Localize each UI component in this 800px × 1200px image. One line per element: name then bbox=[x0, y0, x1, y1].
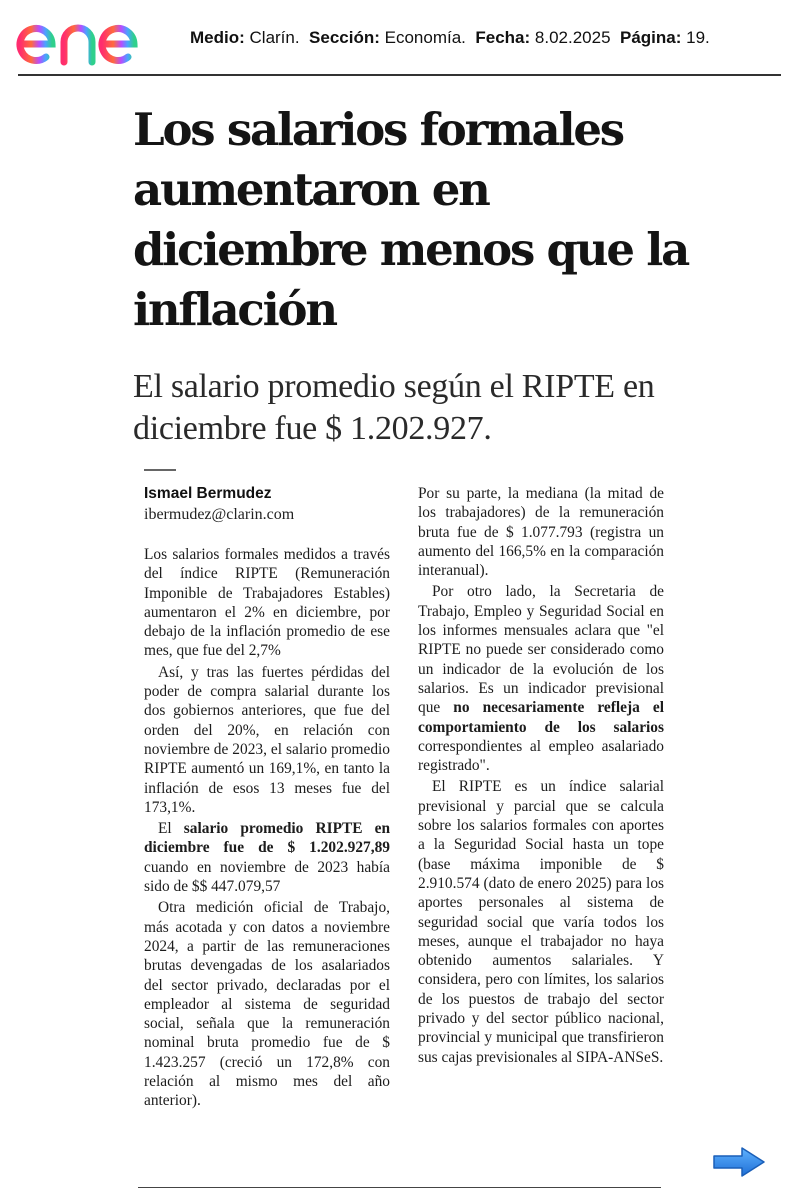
meta-value-pagina: 19. bbox=[686, 28, 710, 47]
paragraph bbox=[418, 777, 664, 1066]
headline: Los salarios formales aumentaron en diciembre menos que la inflación bbox=[133, 103, 689, 336]
text-run: El RIPTE es un índice salarial previsional y parcial que se calcula sobre los salarios formales con aportes a la Seguridad Social hasta un tope (base máxima imponible de $ 2.910.574 (dato de enero 2025) para los aportes personales al sistema de seguridad social que varía todos los meses, aunque el trabajador no haya obtenido aumentos salariales. Y considera, pero con límites, los salarios de los puestos de trabajo del sector privado y del sector público nacional, provincial y municipal que transfirieron sus cajas previsionales al SIPA-ANSeS. bbox=[418, 778, 664, 1066]
text-run: Así, y tras las fuertes pérdidas del poder de compra salarial durante los dos gobiernos anteriores, que fue del orden del 20%, en relación con noviembre de 2023, el salario promedio RIPTE aumentó un 169,1%, en tanto la inflación de esos 13 meses fue del 173,1%. bbox=[144, 663, 390, 816]
text-run: correspondientes al empleo asalariado registrado". bbox=[418, 737, 664, 775]
byline-dash bbox=[144, 469, 176, 471]
arrow-right-icon[interactable] bbox=[712, 1146, 766, 1178]
paragraph bbox=[144, 898, 390, 1110]
header-divider bbox=[18, 74, 781, 76]
meta-label-seccion: Sección: bbox=[309, 28, 380, 47]
meta-value-seccion: Economía. bbox=[384, 28, 466, 47]
article-column-left bbox=[144, 545, 390, 1111]
article-column-right bbox=[418, 484, 664, 1067]
text-run: cuando en noviembre de 2023 había sido de $$ 447.079,57 bbox=[144, 858, 390, 896]
meta-label-medio: Medio: bbox=[190, 28, 245, 47]
text-run: Otra medición oficial de Trabajo, más acotada y con datos a noviembre 2024, a partir de las remuneraciones brutas devengadas de los asalariados del sector privado, declaradas por el empleador al sistema de seguridad social, señala que la remuneración nominal bruta promedio fue de $ 1.423.257 (creció un 172,8% con relación al mismo mes del año anterior). bbox=[144, 899, 390, 1110]
footer-divider bbox=[138, 1187, 661, 1188]
text-run: El bbox=[158, 820, 184, 838]
paragraph bbox=[418, 484, 664, 580]
author-email: ibermudez@clarin.com bbox=[144, 506, 295, 523]
paragraph bbox=[144, 663, 390, 817]
paragraph bbox=[144, 819, 390, 896]
meta-value-medio: Clarín. bbox=[249, 28, 300, 47]
author-name: Ismael Bermudez bbox=[144, 485, 272, 502]
paragraph bbox=[144, 545, 390, 661]
enel-logo bbox=[16, 8, 171, 72]
paragraph bbox=[418, 582, 664, 775]
bold-text: no necesariamente refleja el comportamiento de los salarios bbox=[418, 699, 664, 736]
meta-label-fecha: Fecha: bbox=[475, 28, 531, 47]
text-run: Por otro lado, la Secretaria de Trabajo, Empleo y Seguridad Social en los informes mensuales aclara que "el RIPTE no puede ser considerado como un indicador de la evolución de los salarios. Es un indicador previsional que bbox=[418, 583, 664, 717]
meta-value-fecha: 8.02.2025 bbox=[534, 28, 611, 47]
subheadline: El salario promedio según el RIPTE en diciembre fue $ 1.202.927. bbox=[133, 368, 655, 447]
meta-label-pagina: Página: bbox=[619, 28, 682, 47]
text-run: Los salarios formales medidos a través del índice RIPTE (Remuneración Imponible de Trabajadores Estables) aumentaron el 2% en diciembre, por debajo de la inflación promedio de ese mes, que fue del 2,7% bbox=[144, 546, 390, 660]
source-meta bbox=[190, 28, 790, 48]
text-run: Por su parte, la mediana (la mitad de los trabajadores) de la remuneración bruta fue de $ 1.077.793 (registra un aumento del 166,5% en la comparación interanual). bbox=[418, 485, 664, 580]
bold-text: salario promedio RIPTE en diciembre fue de $ 1.202.927,89 bbox=[144, 820, 391, 857]
